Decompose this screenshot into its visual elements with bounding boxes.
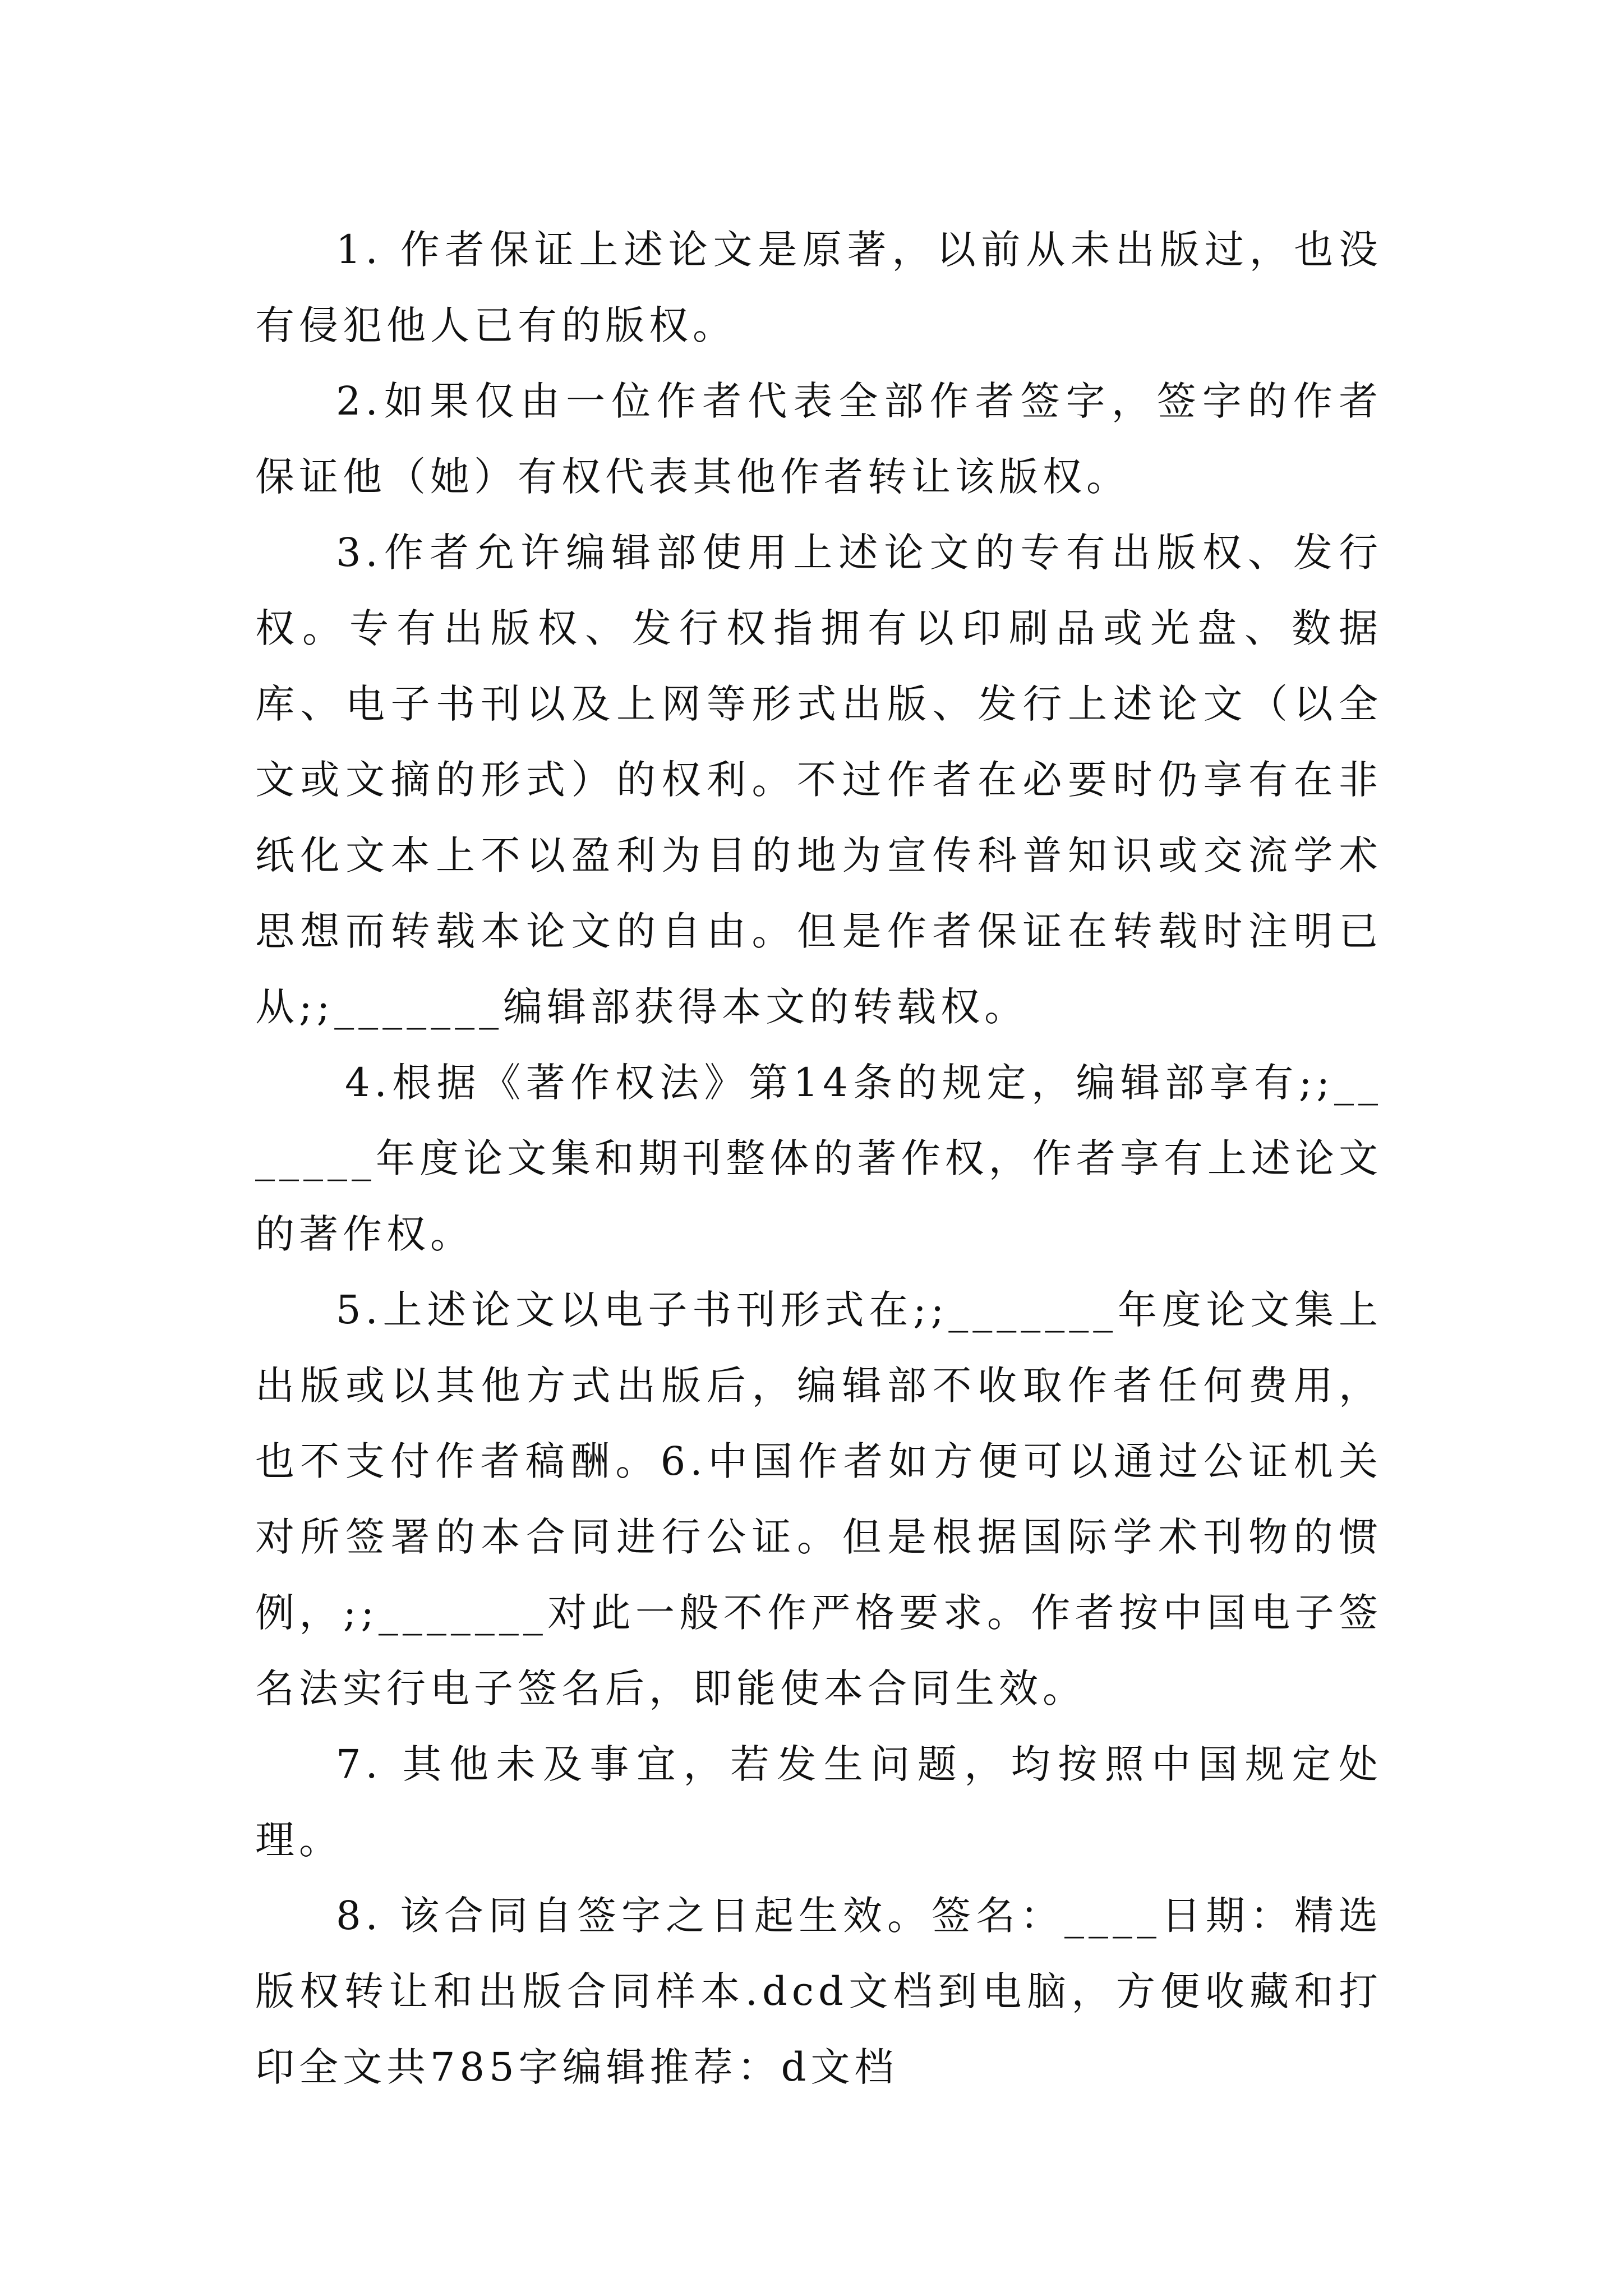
paragraph-clause-2: 2.如果仅由一位作者代表全部作者签字，签字的作者保证他（她）有权代表其他作者转让该版权。 (255, 378, 1382, 500)
paragraph-clause-5-6: 5.上述论文以电子书刊形式在;;_______年度论文集上出版或以其他方式出版后，编辑部不收取作者任何费用，也不支付作者稿酬。6.中国作者如方便可以通过公证机关对所签署的本合同进行公证。但是根据国际学术刊物的惯例，;;_______对此一般不作严格要求。作者按中国电子签名法实行电子签名后，即能使本合同生效。 (255, 1287, 1382, 1711)
document-body (255, 212, 1382, 2105)
paragraph-clause-3: 3.作者允许编辑部使用上述论文的专有出版权、发行权。专有出版权、发行权指拥有以印刷品或光盘、数据库、电子书刊以及上网等形式出版、发行上述论文（以全文或文摘的形式）的权利。不过作者在必要时仍享有在非纸化文本上不以盈利为目的地为宣传科普知识或交流学术思想而转载本论文的自由。但是作者保证在转载时注明已从;;_______编辑部获得本文的转载权。 (255, 530, 1382, 1030)
paragraph-clause-7: 7. 其他未及事宜，若发生问题，均按照中国规定处理。 (255, 1741, 1382, 1863)
paragraph-clause-1: 1. 作者保证上述论文是原著，以前从未出版过，也没有侵犯他人已有的版权。 (255, 227, 1382, 348)
paragraph-clause-8: 8. 该合同自签字之日起生效。签名：____日期：精选版权转让和出版合同样本.dcd文档到电脑，方便收藏和打印全文共785字编辑推荐：d文档 (255, 1893, 1382, 2090)
paragraph-clause-4: 4.根据《著作权法》第14条的规定，编辑部享有;;_______年度论文集和期刊整体的著作权，作者享有上述论文的著作权。 (255, 1060, 1382, 1257)
